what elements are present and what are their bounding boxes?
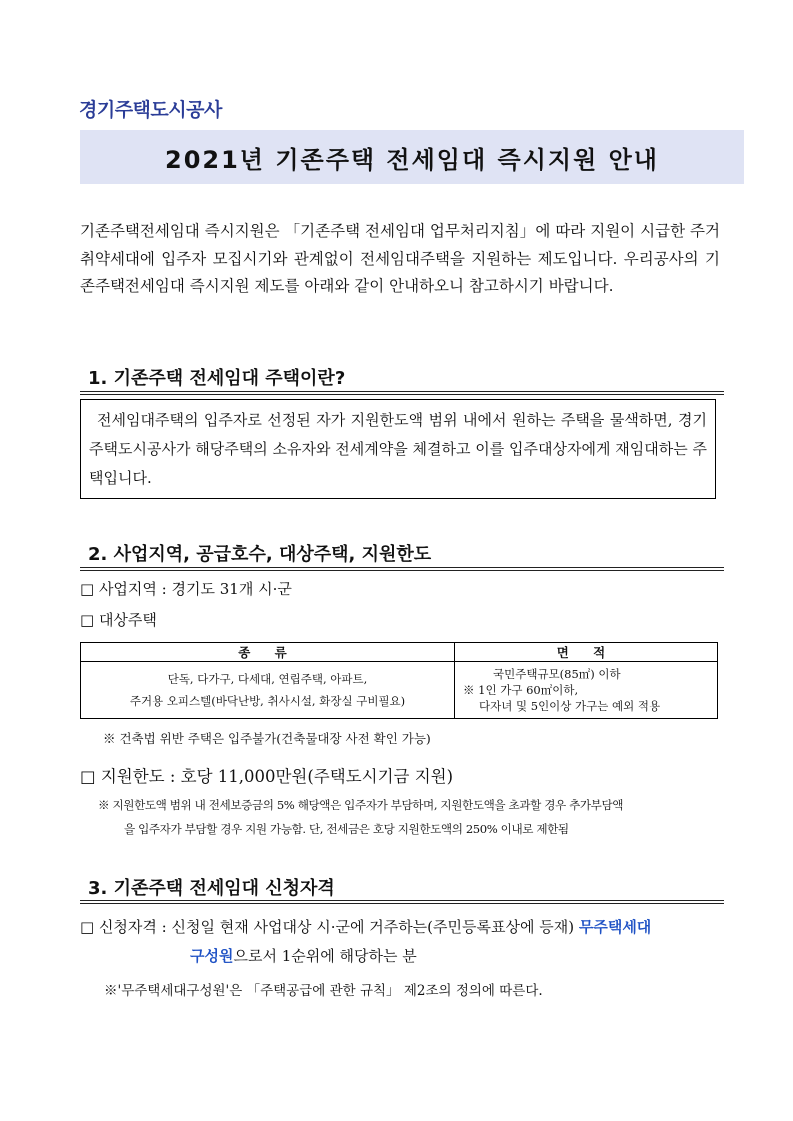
header-area: 면 적: [455, 643, 718, 662]
section1-heading: 1. 기존주택 전세임대 주택이란?: [88, 368, 346, 389]
area-line: 다자녀 및 5인이상 가구는 예외 적용: [479, 699, 661, 713]
qualification-suffix: 으로서 1순위에 해당하는 분: [233, 947, 417, 965]
limit-note-line1: ※ 지원한도액 범위 내 전세보증금의 5% 해당액은 입주자가 부담하며, 지원한도액을 초과할 경우 추가부담액: [98, 798, 624, 812]
qualification-line1: [80, 916, 730, 937]
section2-heading: 2. 사업지역, 공급호수, 대상주택, 지원한도: [88, 544, 432, 565]
title-banner: [80, 130, 744, 184]
table-note: ※ 건축법 위반 주택은 입주불가(건축물대장 사전 확인 가능): [103, 731, 431, 746]
organization-name: 경기주택도시공사: [79, 99, 222, 121]
housing-table: [80, 642, 718, 719]
table-header-row: [81, 643, 718, 662]
limit-note-line2: 을 입주자가 부담할 경우 지원 가능함. 단, 전세금은 호당 지원한도액의 250% 이내로 제한됨: [124, 822, 569, 836]
type-cell: [81, 662, 455, 719]
section3-heading: 3. 기존주택 전세임대 신청자격: [88, 878, 335, 899]
section1-divider: [80, 391, 724, 395]
definition-text: 전세임대주택의 입주자로 선정된 자가 지원한도액 범위 내에서 원하는 주택을 물색하면, 경기주택도시공사가 해당주택의 소유자와 전세계약을 체결하고 이를 입주대상자에게 재임대하는 주택입니다.: [89, 411, 707, 487]
support-limit: □ 지원한도 : 호당 11,000만원(주택도시기금 지원): [80, 767, 454, 786]
business-region: □ 사업지역 : 경기도 31개 시·군: [80, 580, 292, 598]
qualification-note: ※'무주택세대구성원'은 「주택공급에 관한 규칙」 제2조의 정의에 따른다.: [104, 983, 543, 999]
target-housing-label: □ 대상주택: [80, 611, 157, 629]
table-row: [81, 662, 718, 719]
header-type: 종 류: [81, 643, 455, 662]
area-line: ※ 1인 가구 60㎡이하,: [463, 683, 579, 697]
type-line: 단독, 다가구, 다세대, 연립주택, 아파트,: [167, 672, 368, 686]
qualification-line2: [190, 945, 417, 966]
type-line: 주거용 오피스텔(바닥난방, 취사시설, 화장실 구비필요): [129, 694, 406, 708]
area-line: 국민주택규모(85㎡) 이하: [493, 667, 621, 681]
section2-divider: [80, 567, 724, 571]
section3-divider: [80, 900, 724, 904]
qualification-highlight: 구성원: [190, 947, 234, 965]
intro-paragraph: 기존주택전세임대 즉시지원은 「기존주택 전세임대 업무처리지침」에 따라 지원이 시급한 주거취약세대에 입주자 모집시기와 관계없이 전세임대주택을 지원하는 제도입니다. 우리공사의 기존주택전세임대 즉시지원 제도를 아래와 같이 안내하오니 참고하시기 바랍니다.: [80, 222, 720, 295]
page-title: 2021년 기존주택 전세임대 즉시지원 안내: [165, 145, 659, 174]
qualification-text: □ 신청자격 : 신청일 현재 사업대상 시·군에 거주하는(주민등록표상에 등재): [80, 918, 575, 936]
qualification-highlight: 무주택세대: [578, 918, 652, 936]
definition-box: [80, 399, 716, 499]
area-cell: [455, 662, 718, 719]
